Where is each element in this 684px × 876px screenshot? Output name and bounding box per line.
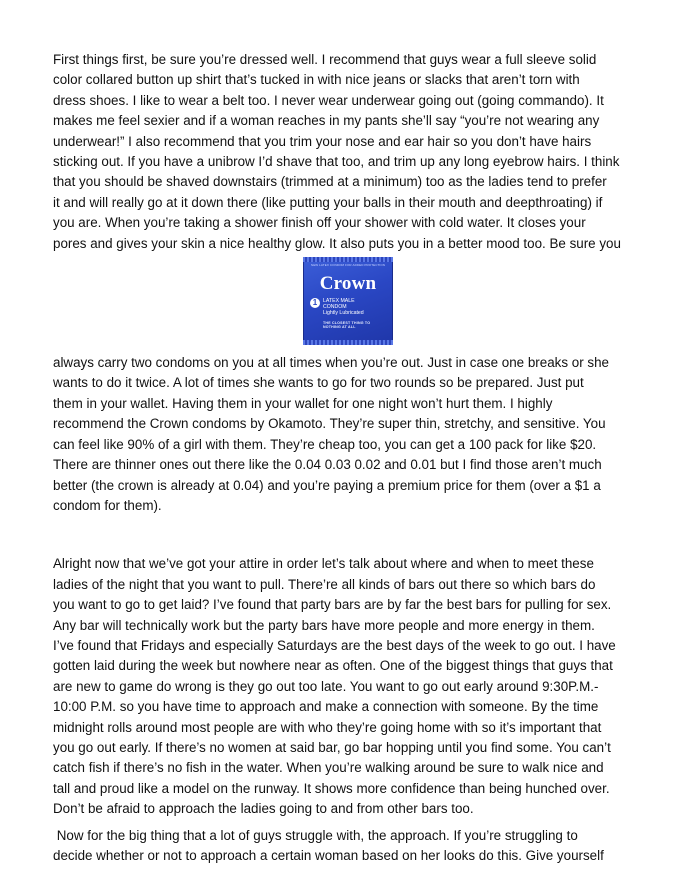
text-line: pores and gives your skin a nice healthy glow. It also puts you in a better mood too. Be sure you <box>53 235 621 251</box>
text-line: them in your wallet. Having them in your wallet for one night won’t hurt them. I highly <box>53 395 553 411</box>
text-line: tall and proud like a model on the runway. It shows more confidence than being hunched over. <box>53 780 610 796</box>
text-line: sticking out. If you have a unibrow I’d shave that too, and trim up any long eyebrow hairs. I think <box>53 154 620 170</box>
pack-tagline: THE CLOSEST THING TO NOTHING AT ALL <box>323 321 371 330</box>
pack-line-latex: LATEX MALE <box>323 298 355 305</box>
text-line: wants to do it twice. A lot of times she wants to go for two rounds so be prepared. Just put <box>53 375 584 391</box>
pack-number-badge: 1 <box>310 298 320 308</box>
text-line: Don’t be afraid to approach the ladies going to and from other bars too. <box>53 801 474 817</box>
text-line: you go out early. If there’s no women at said bar, go bar hopping until you find some. You can’t <box>53 739 611 755</box>
pack-product-lines <box>323 298 389 316</box>
pack-brand-logo: Crown <box>319 273 377 295</box>
text-line: There are thinner ones out there like the 0.04 0.03 0.02 and 0.01 but I find those aren’t much <box>53 457 602 473</box>
text-line: makes me feel sexier and if a woman reaches in my pants she’ll say “you’re not wearing any <box>53 113 600 129</box>
paragraph-condoms <box>53 353 643 516</box>
text-line: catch fish if there’s no fish in the water. When you’re walking around be sure to walk nice and <box>53 760 604 776</box>
paragraph-where-when <box>53 554 643 819</box>
text-line: it and will really go at it down there (like putting your balls in their mouth and deepthroating) if <box>53 194 603 210</box>
text-line: Any bar will technically work but the party bars have more people and more energy in them. <box>53 617 595 633</box>
text-line: I’ve found that Fridays and especially Saturdays are the best days of the week to go out. I have <box>53 637 616 653</box>
text-line: you want to go to get laid? I’ve found that party bars are by far the best bars for pulling for sex. <box>53 597 612 613</box>
text-line: 10:00 P.M. so you have time to approach and make a connection with someone. By the time <box>53 699 599 715</box>
document-page <box>53 50 643 866</box>
text-line: recommend the Crown condoms by Okamoto. They’re super thin, stretchy, and sensitive. You <box>53 416 606 432</box>
text-line: color collared button up shirt that’s tucked in with nice jeans or slacks that aren’t torn with <box>53 72 580 88</box>
pack-fine-print: NEW LATEX CONDOM FOR ADDED PROTECTION <box>310 263 386 268</box>
text-line: you are. When you’re taking a shower finish off your shower with cold water. It closes your <box>53 215 586 231</box>
text-line: decide whether or not to approach a certain woman based on her looks do this. Give yourself <box>53 848 604 863</box>
text-line: always carry two condoms on you at all times when you’re out. Just in case one breaks or she <box>53 355 609 371</box>
text-line: better (the crown is already at 0.04) and you’re paying a premium price for them (over a $1 a <box>53 477 601 493</box>
paragraph-spacer <box>53 516 643 554</box>
pack-serrated-edge-bottom <box>303 340 393 345</box>
text-line: Alright now that we’ve got your attire in order let’s talk about where and when to meet these <box>53 556 594 572</box>
text-line: ladies of the night that you want to pull. There’re all kinds of bars out there so which bars do <box>53 576 596 592</box>
pack-serrated-edge-top <box>303 257 393 262</box>
condom-image-figure <box>53 257 643 353</box>
paragraph-approach <box>53 826 643 867</box>
text-line: dress shoes. I like to wear a belt too. I never wear underwear going out (going commando). It <box>53 92 604 108</box>
text-line: that you should be shaved downstairs (trimmed at a minimum) too as the ladies tend to prefer <box>53 174 607 190</box>
text-line: Now for the big thing that a lot of guys struggle with, the approach. If you’re struggling to <box>53 827 578 843</box>
text-line: are new to game do wrong is they go out too late. You want to go out early around 9:30P.M.- <box>53 678 599 694</box>
text-line: First things first, be sure you’re dressed well. I recommend that guys wear a full sleeve solid <box>53 52 597 67</box>
text-line: can feel like 90% of a girl with them. They’re cheap too, you can get a 100 pack for like $20. <box>53 436 597 452</box>
text-line: underwear!” I also recommend that you trim your nose and ear hair so you don’t have hairs <box>53 133 592 149</box>
text-line: gotten laid during the week but nowhere near as often. One of the biggest things that guys that <box>53 658 613 674</box>
crown-condom-package-image <box>303 257 393 345</box>
text-line: condom for them). <box>53 497 162 513</box>
pack-line-condom: CONDOM <box>323 304 347 311</box>
paragraph-attire <box>53 50 643 254</box>
pack-line-lubricated: Lightly Lubricated <box>323 310 364 317</box>
text-line: midnight rolls around most people are with who they’re going home with so it’s important that <box>53 719 602 735</box>
